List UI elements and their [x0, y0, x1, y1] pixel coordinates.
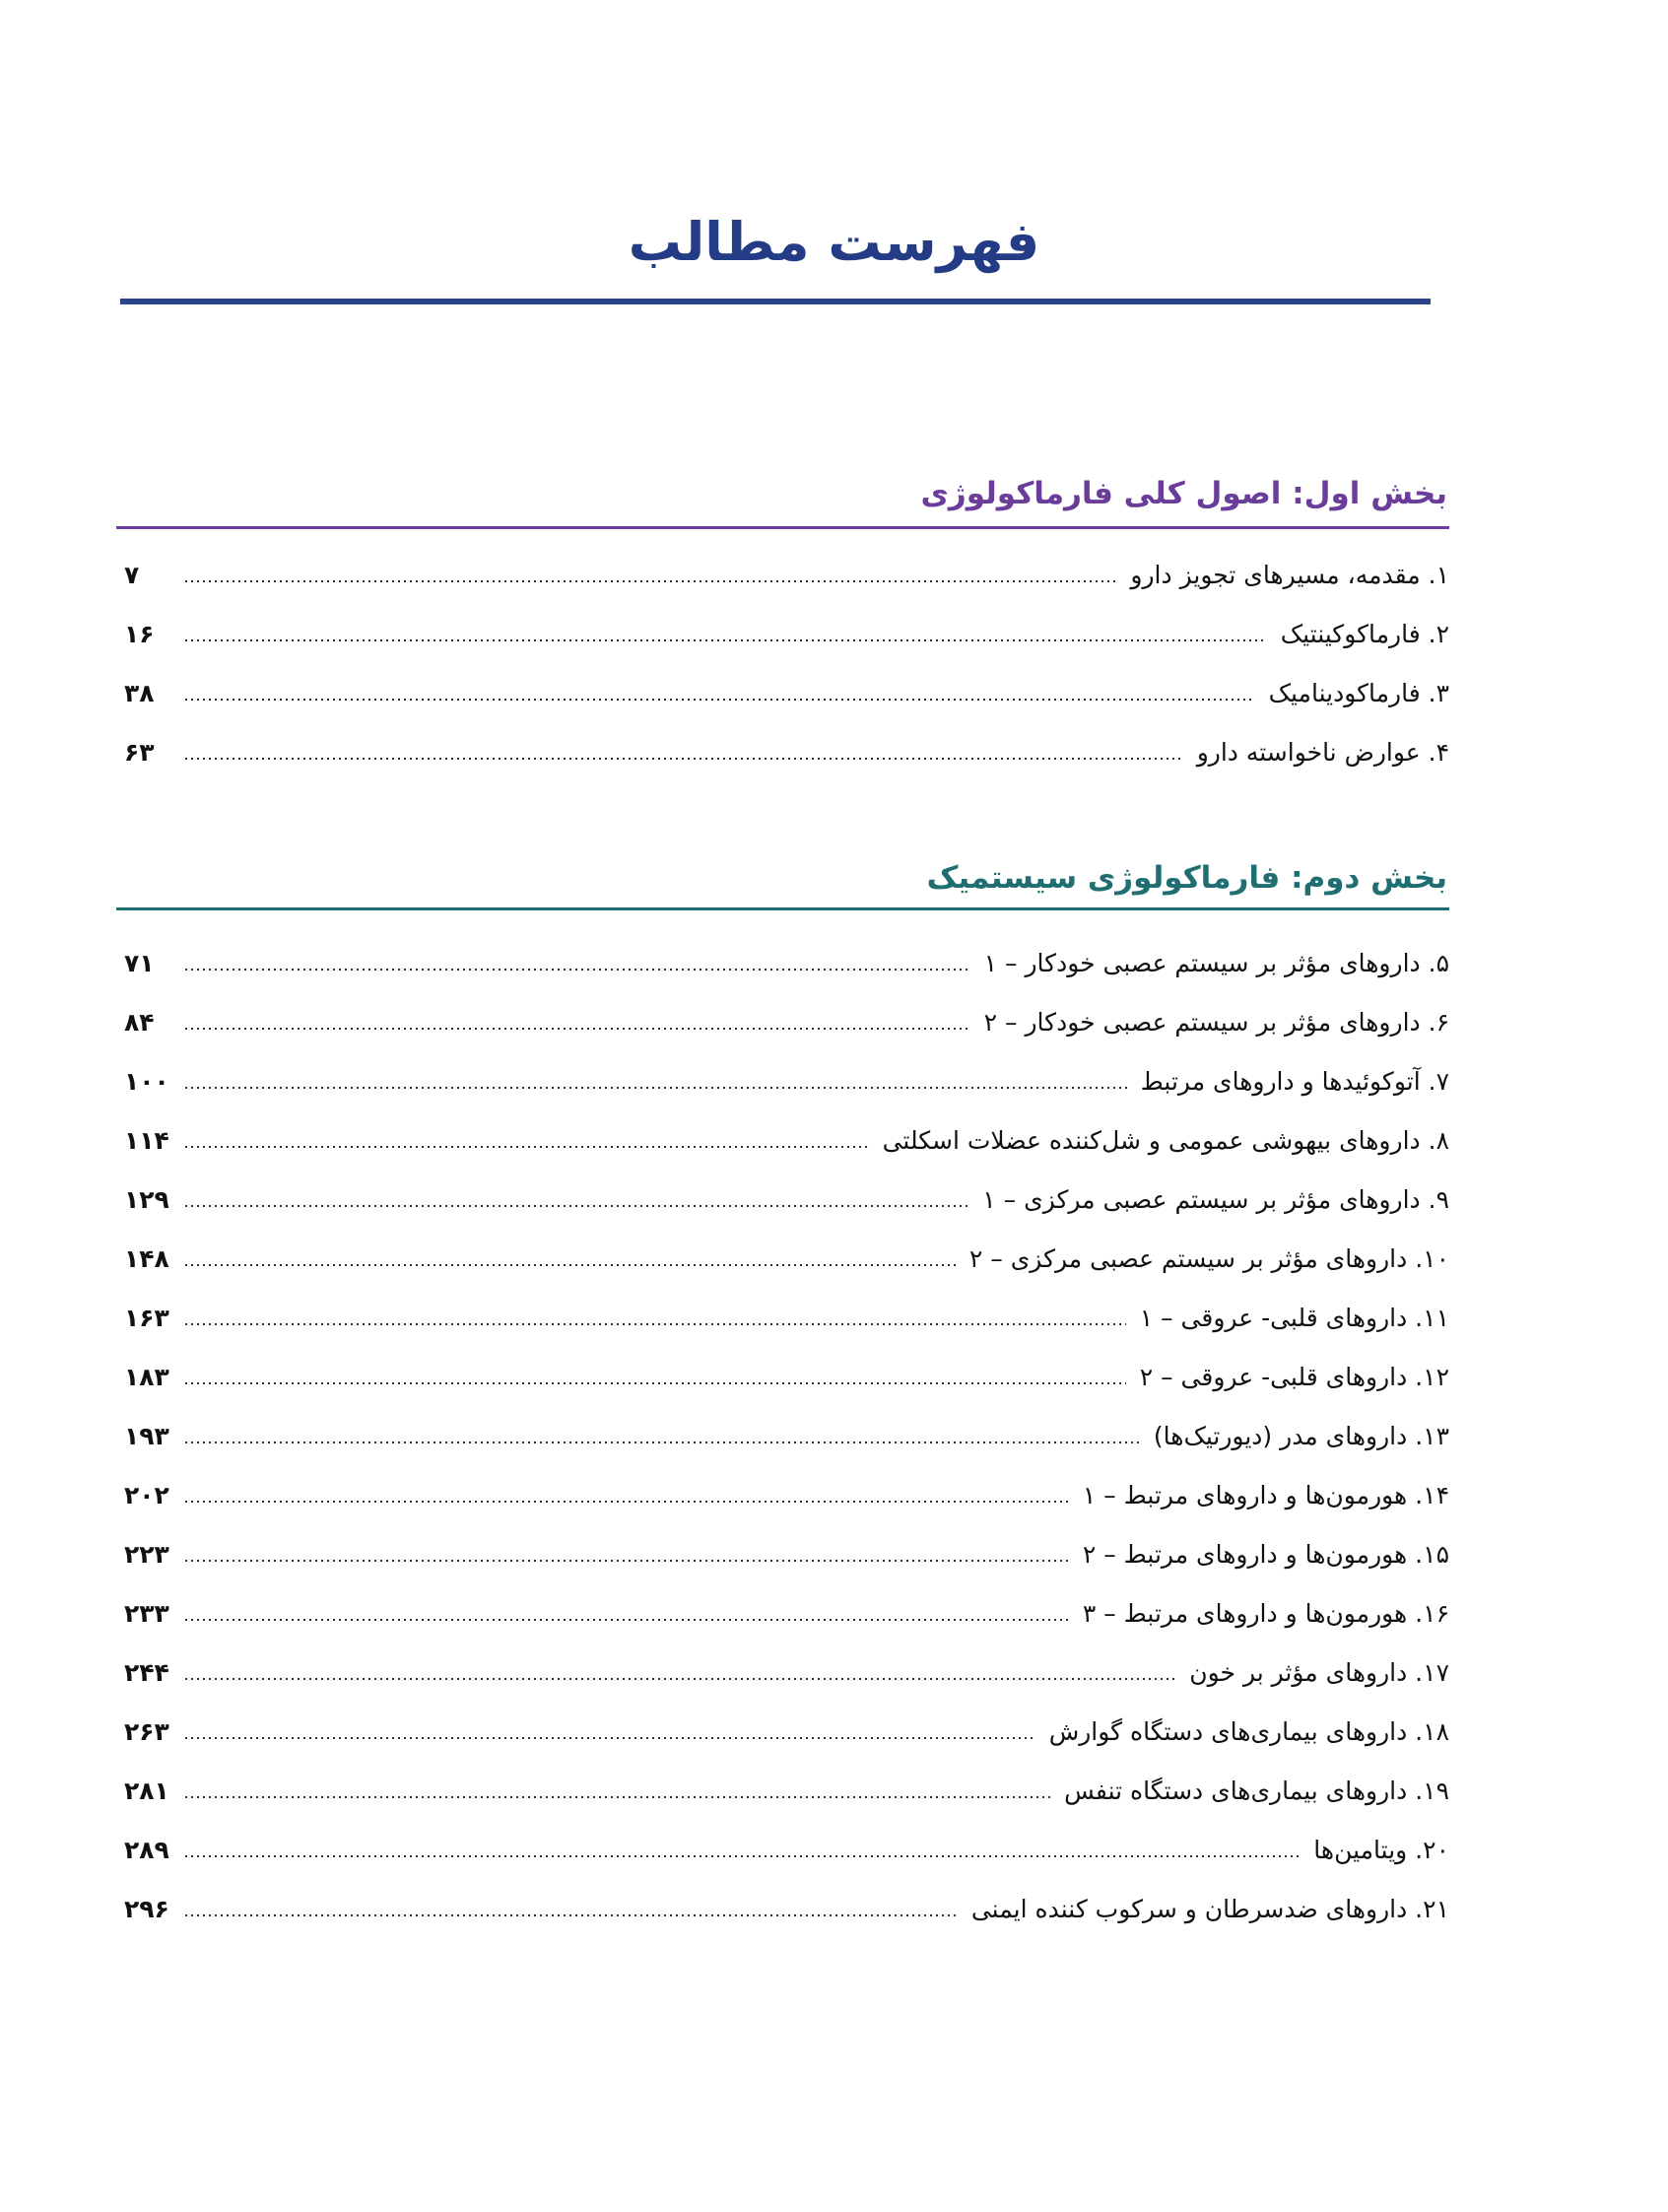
title-divider: [120, 299, 1431, 304]
toc-entry[interactable]: [116, 722, 1449, 781]
dot-leader: [183, 1086, 1127, 1090]
page-title: فهرست مطالب: [628, 211, 1040, 273]
toc-entry[interactable]: [116, 1820, 1449, 1879]
toc-entry[interactable]: [116, 1761, 1449, 1820]
toc-entry-title: ۲۰. ویتامین‌ها: [1313, 1835, 1449, 1864]
toc-entry-title: ۹. داروهای مؤثر بر سیستم عصبی مرکزی – ۱: [982, 1184, 1449, 1214]
toc-entry-title: ۵. داروهای مؤثر بر سیستم عصبی خودکار – ۱: [983, 948, 1449, 977]
toc-entry-page-number: ۱۱۴: [124, 1125, 169, 1155]
toc-entry[interactable]: [116, 1347, 1449, 1406]
toc-entry[interactable]: [116, 545, 1449, 604]
toc-entry-title: ۸. داروهای بیهوشی عمومی و شل‌کننده عضلات اسکلتی: [882, 1125, 1449, 1155]
toc-entry-page-number: ۲۶۳: [124, 1716, 169, 1746]
dot-leader: [183, 1204, 968, 1208]
dot-leader: [183, 968, 970, 972]
dot-leader: [183, 1322, 1126, 1326]
toc-entry-page-number: ۲۲۳: [124, 1539, 169, 1569]
dot-leader: [183, 1500, 1069, 1504]
toc-entry-page-number: ۲۸۱: [124, 1776, 169, 1805]
dot-leader: [183, 1559, 1069, 1563]
part2-toc-list: [116, 933, 1449, 1938]
toc-entry-title: ۱۵. هورمون‌ها و داروهای مرتبط – ۲: [1082, 1539, 1449, 1569]
toc-entry-title: ۲۱. داروهای ضدسرطان و سرکوب کننده ایمنی: [970, 1894, 1449, 1923]
toc-entry[interactable]: [116, 1170, 1449, 1229]
toc-entry[interactable]: [116, 1524, 1449, 1583]
dot-leader: [183, 1854, 1300, 1858]
toc-entry-title: ۱۲. داروهای قلبی- عروقی – ۲: [1139, 1362, 1449, 1391]
toc-entry[interactable]: [116, 933, 1449, 992]
dot-leader: [183, 757, 1183, 761]
toc-entry-title: ۱۳. داروهای مدر (دیورتیک‌ها): [1153, 1421, 1449, 1450]
toc-entry-page-number: ۲۸۹: [124, 1835, 169, 1864]
toc-entry-page-number: ۲۴۴: [124, 1657, 169, 1687]
toc-entry[interactable]: [116, 663, 1449, 722]
toc-entry[interactable]: [116, 1229, 1449, 1288]
toc-entry-page-number: ۷: [124, 560, 140, 589]
toc-entry[interactable]: [116, 1642, 1449, 1702]
toc-entry-page-number: ۳۸: [124, 678, 155, 707]
toc-entry[interactable]: [116, 1406, 1449, 1465]
toc-entry-page-number: ۲۳۳: [124, 1598, 169, 1628]
toc-entry-title: ۱۶. هورمون‌ها و داروهای مرتبط – ۳: [1082, 1598, 1449, 1628]
toc-entry-title: ۱. مقدمه، مسیرهای تجویز دارو: [1130, 560, 1449, 589]
toc-entry-title: ۱۸. داروهای بیماری‌های دستگاه گوارش: [1048, 1716, 1449, 1746]
toc-entry-title: ۶. داروهای مؤثر بر سیستم عصبی خودکار – ۲: [983, 1007, 1449, 1037]
dot-leader: [183, 1381, 1126, 1385]
toc-entry-page-number: ۸۴: [124, 1007, 155, 1037]
toc-entry[interactable]: [116, 1051, 1449, 1110]
toc-entry-title: ۱۰. داروهای مؤثر بر سیستم عصبی مرکزی – ۲: [968, 1243, 1449, 1273]
toc-entry[interactable]: [116, 1288, 1449, 1347]
toc-entry-title: ۱۹. داروهای بیماری‌های دستگاه تنفس: [1064, 1776, 1449, 1805]
dot-leader: [183, 698, 1255, 702]
dot-leader: [183, 1441, 1140, 1444]
toc-entry-page-number: ۱۶: [124, 619, 155, 648]
dot-leader: [183, 638, 1267, 642]
toc-entry-title: ۲. فارماکوکینتیک: [1280, 619, 1449, 648]
toc-entry[interactable]: [116, 992, 1449, 1051]
part1-divider: [116, 526, 1449, 529]
toc-entry-page-number: ۱۴۸: [124, 1243, 169, 1273]
toc-entry-page-number: ۱۹۳: [124, 1421, 169, 1450]
toc-entry-title: ۱۱. داروهای قلبی- عروقی – ۱: [1139, 1303, 1449, 1332]
dot-leader: [183, 1618, 1069, 1622]
part2-heading: بخش دوم: فارماکولوژی سیستمیک: [926, 860, 1447, 896]
toc-entry-title: ۳. فارماکودینامیک: [1268, 678, 1449, 707]
toc-entry-title: ۱۴. هورمون‌ها و داروهای مرتبط – ۱: [1082, 1480, 1449, 1509]
dot-leader: [183, 1145, 869, 1149]
part1-toc-list: [116, 545, 1449, 781]
dot-leader: [183, 1263, 956, 1267]
part1-heading: بخش اول: اصول کلی فارماکولوژی: [920, 476, 1447, 511]
toc-entry[interactable]: [116, 1110, 1449, 1170]
dot-leader: [183, 1913, 958, 1917]
toc-entry-page-number: ۲۹۶: [124, 1894, 169, 1923]
toc-entry[interactable]: [116, 1702, 1449, 1761]
toc-entry[interactable]: [116, 1583, 1449, 1642]
toc-entry-title: ۷. آتوکوئیدها و داروهای مرتبط: [1140, 1066, 1449, 1096]
toc-entry[interactable]: [116, 604, 1449, 663]
toc-entry-title: ۴. عوارض ناخواسته دارو: [1196, 737, 1449, 767]
toc-entry-page-number: ۶۳: [124, 737, 155, 767]
toc-entry[interactable]: [116, 1465, 1449, 1524]
dot-leader: [183, 1677, 1175, 1681]
toc-entry-page-number: ۱۲۹: [124, 1184, 169, 1214]
toc-entry-page-number: ۱۰۰: [124, 1066, 169, 1096]
dot-leader: [183, 1795, 1050, 1799]
toc-entry-page-number: ۲۰۲: [124, 1480, 169, 1509]
part2-divider: [116, 907, 1449, 910]
toc-entry[interactable]: [116, 1879, 1449, 1938]
dot-leader: [183, 579, 1116, 583]
dot-leader: [183, 1027, 970, 1031]
dot-leader: [183, 1736, 1035, 1740]
toc-entry-page-number: ۱۸۳: [124, 1362, 169, 1391]
toc-entry-title: ۱۷. داروهای مؤثر بر خون: [1189, 1657, 1449, 1687]
toc-entry-page-number: ۱۶۳: [124, 1303, 169, 1332]
toc-entry-page-number: ۷۱: [124, 948, 155, 977]
